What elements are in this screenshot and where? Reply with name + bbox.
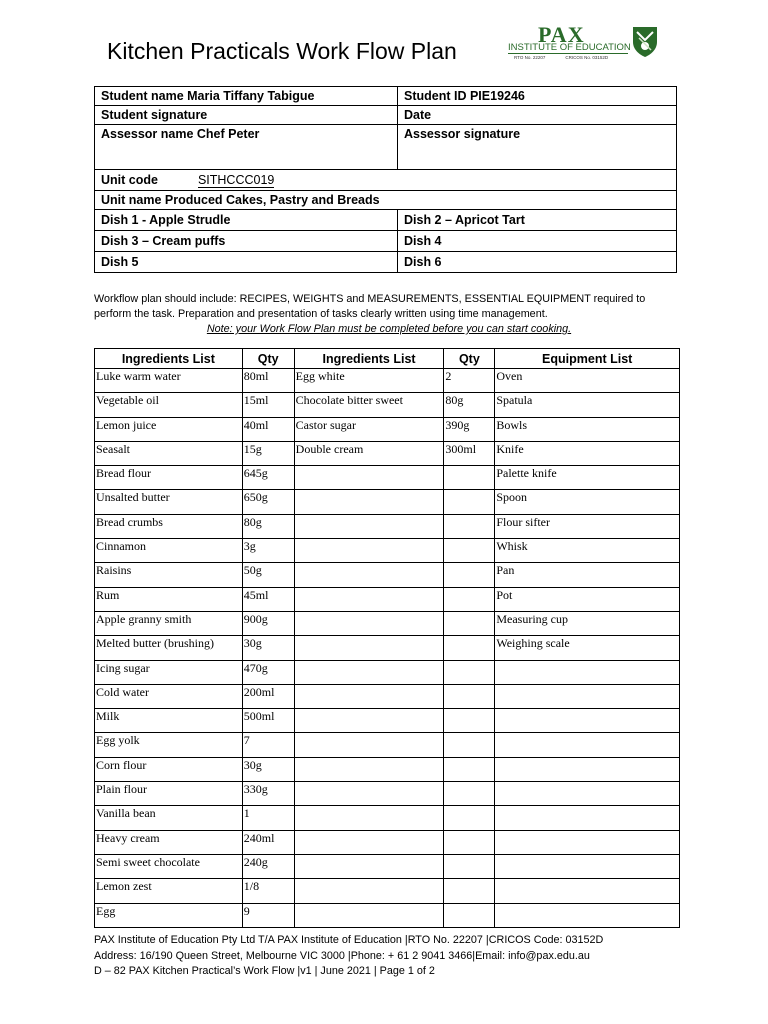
table-row (95, 733, 680, 757)
qty-2-cell (444, 782, 495, 806)
qty-2-cell (444, 611, 495, 635)
ingredient-2-cell (294, 709, 444, 733)
ingredient-2-cell (294, 782, 444, 806)
ingredient-2-cell: Egg white (294, 369, 444, 393)
ingredients-table (94, 348, 680, 928)
qty-1-cell: 9 (242, 903, 294, 927)
workflow-note (94, 292, 684, 337)
qty-1-cell: 650g (242, 490, 294, 514)
table-row (95, 782, 680, 806)
table-row (95, 393, 680, 417)
logo-rule (508, 53, 628, 54)
equipment-cell: Weighing scale (495, 636, 680, 660)
qty-1-cell: 30g (242, 757, 294, 781)
table-row (95, 684, 680, 708)
qty-1-cell: 645g (242, 466, 294, 490)
ingredient-1-cell: Icing sugar (95, 660, 243, 684)
ingredient-1-cell: Lemon zest (95, 879, 243, 903)
note-italic: Note: your Work Flow Plan must be completed before you can start cooking. (206, 323, 572, 335)
ingredient-1-cell: Egg (95, 903, 243, 927)
equipment-cell: Pan (495, 563, 680, 587)
ingredient-1-cell: Vegetable oil (95, 393, 243, 417)
equipment-cell (495, 733, 680, 757)
ingredient-2-cell: Double cream (294, 441, 444, 465)
qty-1-cell: 330g (242, 782, 294, 806)
ingredient-2-cell (294, 466, 444, 490)
ingredient-2-cell: Castor sugar (294, 417, 444, 441)
qty-1-cell: 40ml (242, 417, 294, 441)
ingredient-1-cell: Bread crumbs (95, 514, 243, 538)
equipment-cell (495, 684, 680, 708)
equipment-cell: Flour sifter (495, 514, 680, 538)
ingredient-1-cell: Egg yolk (95, 733, 243, 757)
qty-2-cell (444, 757, 495, 781)
qty-1-cell: 30g (242, 636, 294, 660)
ingredient-2-cell (294, 611, 444, 635)
table-row (95, 709, 680, 733)
equipment-cell (495, 879, 680, 903)
ingredient-2-cell (294, 854, 444, 878)
ingredient-1-cell: Milk (95, 709, 243, 733)
dish-1: Dish 1 - Apple Strudle (95, 210, 398, 231)
ingredient-2-cell (294, 539, 444, 563)
qty-1-cell: 45ml (242, 587, 294, 611)
equipment-cell: Palette knife (495, 466, 680, 490)
table-row (95, 830, 680, 854)
ingredient-1-cell: Bread flour (95, 466, 243, 490)
qty-2-cell (444, 684, 495, 708)
ingredient-2-cell (294, 587, 444, 611)
header-qty-2: Qty (444, 349, 495, 369)
header-qty-1: Qty (242, 349, 294, 369)
equipment-cell (495, 903, 680, 927)
equipment-cell (495, 660, 680, 684)
student-name: Student name Maria Tiffany Tabigue (95, 87, 398, 106)
ingredient-1-cell: Unsalted butter (95, 490, 243, 514)
qty-1-cell: 1 (242, 806, 294, 830)
unit-code: Unit code SITHCCC019 (95, 170, 677, 191)
logo-name: PAX (538, 22, 585, 47)
qty-2-cell (444, 563, 495, 587)
ingredient-2-cell (294, 830, 444, 854)
qty-1-cell: 240g (242, 854, 294, 878)
qty-2-cell (444, 636, 495, 660)
qty-1-cell: 1/8 (242, 879, 294, 903)
date-field: Date (398, 106, 677, 125)
table-row (95, 563, 680, 587)
qty-1-cell: 470g (242, 660, 294, 684)
qty-2-cell (444, 490, 495, 514)
dish-3: Dish 3 – Cream puffs (95, 231, 398, 252)
note-text: Workflow plan should include: RECIPES, WEIGHTS and MEASUREMENTS, ESSENTIAL EQUIPMENT required to perform the task. Preparation and presentation of tasks clearly written using time management. (94, 293, 646, 320)
student-signature: Student signature (95, 106, 398, 125)
equipment-cell (495, 709, 680, 733)
qty-1-cell: 7 (242, 733, 294, 757)
table-row (95, 587, 680, 611)
qty-2-cell (444, 879, 495, 903)
qty-2-cell (444, 806, 495, 830)
ingredient-2-cell (294, 684, 444, 708)
page-title: Kitchen Practicals Work Flow Plan (107, 38, 457, 64)
qty-1-cell: 3g (242, 539, 294, 563)
unit-code-value: SITHCCC019 (197, 173, 275, 187)
qty-2-cell (444, 830, 495, 854)
qty-2-cell: 80g (444, 393, 495, 417)
table-row (95, 903, 680, 927)
qty-1-cell: 80g (242, 514, 294, 538)
table-row (95, 611, 680, 635)
table-row (95, 441, 680, 465)
table-header-row (95, 349, 680, 369)
page-footer (94, 933, 603, 980)
ingredient-2-cell (294, 660, 444, 684)
table-row (95, 417, 680, 441)
qty-2-cell (444, 514, 495, 538)
ingredient-2-cell: Chocolate bitter sweet (294, 393, 444, 417)
table-row (95, 539, 680, 563)
equipment-cell (495, 782, 680, 806)
equipment-cell: Knife (495, 441, 680, 465)
ingredient-1-cell: Seasalt (95, 441, 243, 465)
logo-registration: RTO No. 22207 CRICOS No. 03152D (514, 55, 609, 60)
equipment-cell (495, 806, 680, 830)
footer-line-3: D – 82 PAX Kitchen Practical’s Work Flow |v1 | June 2021 | Page 1 of 2 (94, 965, 435, 977)
ingredient-1-cell: Semi sweet chocolate (95, 854, 243, 878)
ingredient-1-cell: Lemon juice (95, 417, 243, 441)
dish-4: Dish 4 (398, 231, 677, 252)
qty-2-cell (444, 539, 495, 563)
ingredient-1-cell: Raisins (95, 563, 243, 587)
student-id: Student ID PIE19246 (398, 87, 677, 106)
dish-2: Dish 2 – Apricot Tart (398, 210, 677, 231)
qty-2-cell (444, 903, 495, 927)
table-row (95, 490, 680, 514)
equipment-cell (495, 854, 680, 878)
ingredient-2-cell (294, 733, 444, 757)
header-ingredients-1: Ingredients List (95, 349, 243, 369)
table-row (95, 660, 680, 684)
equipment-cell: Spoon (495, 490, 680, 514)
qty-1-cell: 900g (242, 611, 294, 635)
qty-2-cell (444, 466, 495, 490)
assessor-name: Assessor name Chef Peter (95, 125, 398, 170)
qty-1-cell: 200ml (242, 684, 294, 708)
ingredient-2-cell (294, 563, 444, 587)
equipment-cell (495, 830, 680, 854)
ingredient-1-cell: Melted butter (brushing) (95, 636, 243, 660)
ingredient-2-cell (294, 806, 444, 830)
unit-name: Unit name Produced Cakes, Pastry and Breads (95, 191, 677, 210)
table-row (95, 879, 680, 903)
ingredient-2-cell (294, 757, 444, 781)
logo-subtitle: INSTITUTE OF EDUCATION (508, 42, 631, 53)
ingredient-1-cell: Cold water (95, 684, 243, 708)
ingredient-1-cell: Rum (95, 587, 243, 611)
ingredient-1-cell: Apple granny smith (95, 611, 243, 635)
table-row (95, 806, 680, 830)
pax-logo (478, 22, 662, 66)
qty-2-cell: 390g (444, 417, 495, 441)
qty-1-cell: 500ml (242, 709, 294, 733)
student-info-table (94, 86, 677, 273)
footer-line-2: Address: 16/190 Queen Street, Melbourne VIC 3000 |Phone: + 61 2 9041 3466|Email: info@pax.edu.au (94, 949, 590, 962)
qty-2-cell (444, 733, 495, 757)
equipment-cell: Pot (495, 587, 680, 611)
ingredient-1-cell: Vanilla bean (95, 806, 243, 830)
ingredient-1-cell: Plain flour (95, 782, 243, 806)
table-row (95, 466, 680, 490)
dish-6: Dish 6 (398, 252, 677, 273)
qty-2-cell (444, 587, 495, 611)
ingredient-2-cell (294, 879, 444, 903)
qty-1-cell: 80ml (242, 369, 294, 393)
header-ingredients-2: Ingredients List (294, 349, 444, 369)
crest-icon (630, 24, 660, 58)
equipment-cell: Spatula (495, 393, 680, 417)
equipment-cell: Oven (495, 369, 680, 393)
table-row (95, 514, 680, 538)
ingredient-1-cell: Heavy cream (95, 830, 243, 854)
qty-1-cell: 15g (242, 441, 294, 465)
qty-1-cell: 50g (242, 563, 294, 587)
qty-2-cell: 2 (444, 369, 495, 393)
equipment-cell: Measuring cup (495, 611, 680, 635)
qty-1-cell: 15ml (242, 393, 294, 417)
ingredient-2-cell (294, 490, 444, 514)
table-row (95, 369, 680, 393)
equipment-cell: Bowls (495, 417, 680, 441)
dish-5: Dish 5 (95, 252, 398, 273)
qty-2-cell (444, 709, 495, 733)
equipment-cell: Whisk (495, 539, 680, 563)
ingredient-2-cell (294, 636, 444, 660)
qty-2-cell (444, 854, 495, 878)
table-row (95, 854, 680, 878)
table-row (95, 636, 680, 660)
equipment-cell (495, 757, 680, 781)
ingredient-1-cell: Cinnamon (95, 539, 243, 563)
table-row (95, 757, 680, 781)
ingredient-1-cell: Luke warm water (95, 369, 243, 393)
header-equipment: Equipment List (495, 349, 680, 369)
qty-2-cell (444, 660, 495, 684)
ingredient-1-cell: Corn flour (95, 757, 243, 781)
ingredient-2-cell (294, 903, 444, 927)
qty-2-cell: 300ml (444, 441, 495, 465)
assessor-signature: Assessor signature (398, 125, 677, 170)
ingredient-2-cell (294, 514, 444, 538)
qty-1-cell: 240ml (242, 830, 294, 854)
footer-line-1: PAX Institute of Education Pty Ltd T/A PAX Institute of Education |RTO No. 22207 |CRICOS Code: 03152D (94, 934, 604, 946)
